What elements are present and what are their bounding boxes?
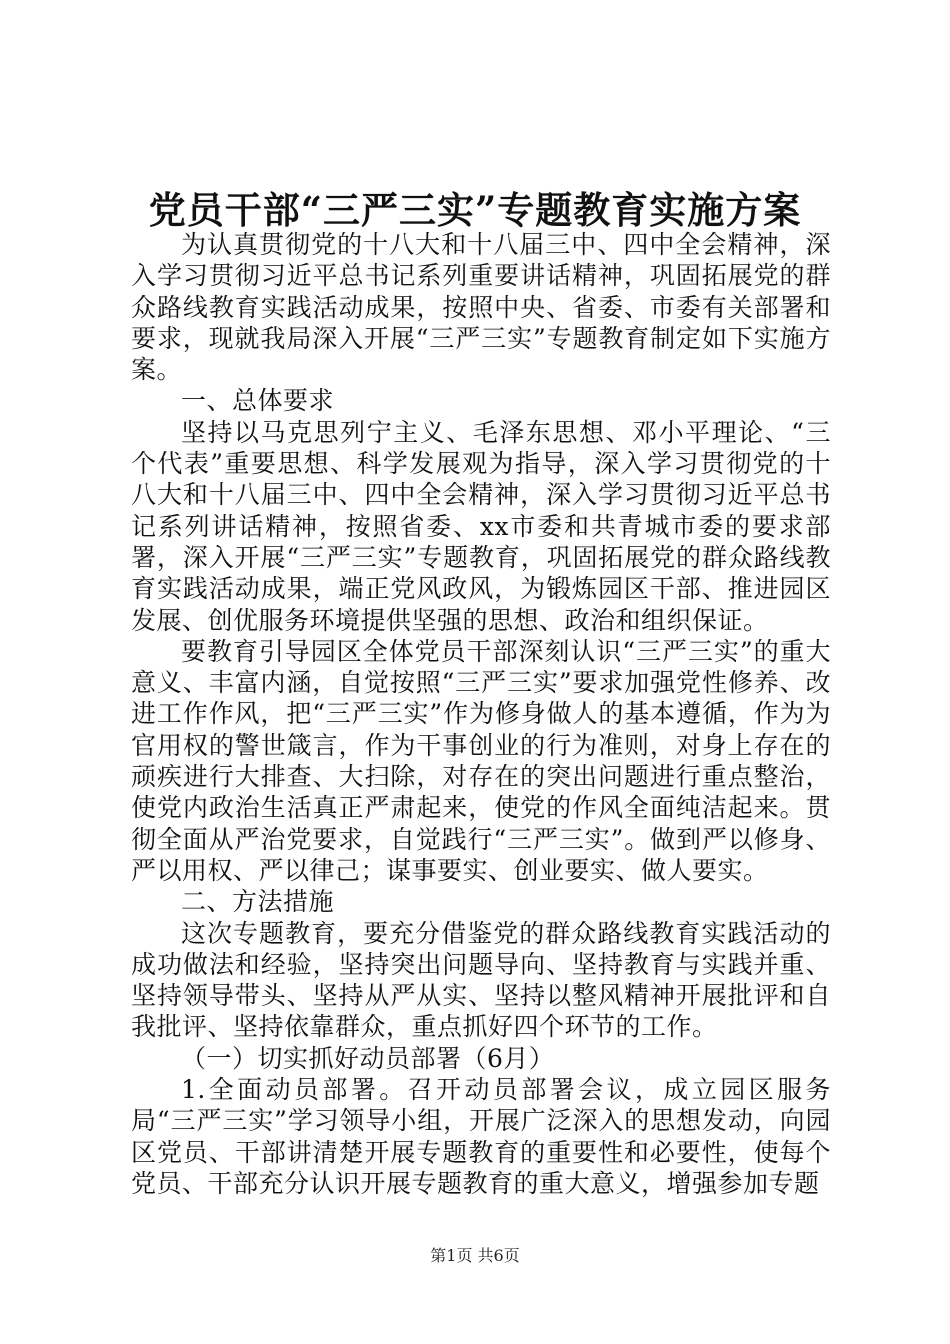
paragraph-education-goals: 要教育引导园区全体党员干部深刻认识“三严三实”的重大意义、丰富内涵，自觉按照“三严三实”要求加强党性修养、改进工作作风，把“三严三实”作为修身做人的基本遵循，作为为官用权的警世箴言，作为干事创业的行为准则，对身上存在的顽疾进行大排查、大扫除，对存在的突出问题进行重点整治，使党内政治生活真正严肃起来，使党的作风全面纯洁起来。贯彻全面从严治党要求，自觉践行“三严三实”。做到严以修身、严以用权、严以律己；谋事要实、创业要实、做人要实。 <box>131 636 831 885</box>
paragraph-methods: 这次专题教育，要充分借鉴党的群众路线教育实践活动的成功做法和经验，坚持突出问题导向、坚持教育与实践并重、坚持领导带头、坚持从严从实、坚持以整风精神开展批评和自我批评、坚持依靠群众，重点抓好四个环节的工作。 <box>131 918 831 1042</box>
paragraph-mobilization: 1.全面动员部署。召开动员部署会议，成立园区服务局“三严三实”学习领导小组，开展广泛深入的思想发动，向园区党员、干部讲清楚开展专题教育的重要性和必要性，使每个党员、干部充分认识开展专题教育的重大意义，增强参加专题 <box>131 1075 831 1198</box>
document-title: 党员干部“三严三实”专题教育实施方案 <box>148 188 802 232</box>
paragraph-intro: 为认真贯彻党的十八大和十八届三中、四中全会精神，深入学习贯彻习近平总书记系列重要讲话精神，巩固拓展党的群众路线教育实践活动成果，按照中央、省委、市委有关部署和要求，现就我局深入开展“三严三实”专题教育制定如下实施方案。 <box>131 230 831 385</box>
section-heading-general-requirements: 一、总体要求 <box>181 386 335 416</box>
page-footer: 第1页 共6页 <box>430 1246 520 1265</box>
document-body <box>131 229 831 1199</box>
subsection-heading-mobilization: （一）切实抓好动员部署（6月） <box>181 1043 555 1073</box>
paragraph-guiding-principles: 坚持以马克思列宁主义、毛泽东思想、邓小平理论、“三个代表”重要思想、科学发展观为指导，深入学习贯彻党的十八大和十八届三中、四中全会精神，深入学习贯彻习近平总书记系列讲话精神，按照省委、xx市委和共青城市委的要求部署，深入开展“三严三实”专题教育，巩固拓展党的群众路线教育实践活动成果，端正党风政风，为锻炼园区干部、推进园区发展、创优服务环境提供坚强的思想、政治和组织保证。 <box>131 417 831 635</box>
section-heading-methods: 二、方法措施 <box>181 887 335 917</box>
